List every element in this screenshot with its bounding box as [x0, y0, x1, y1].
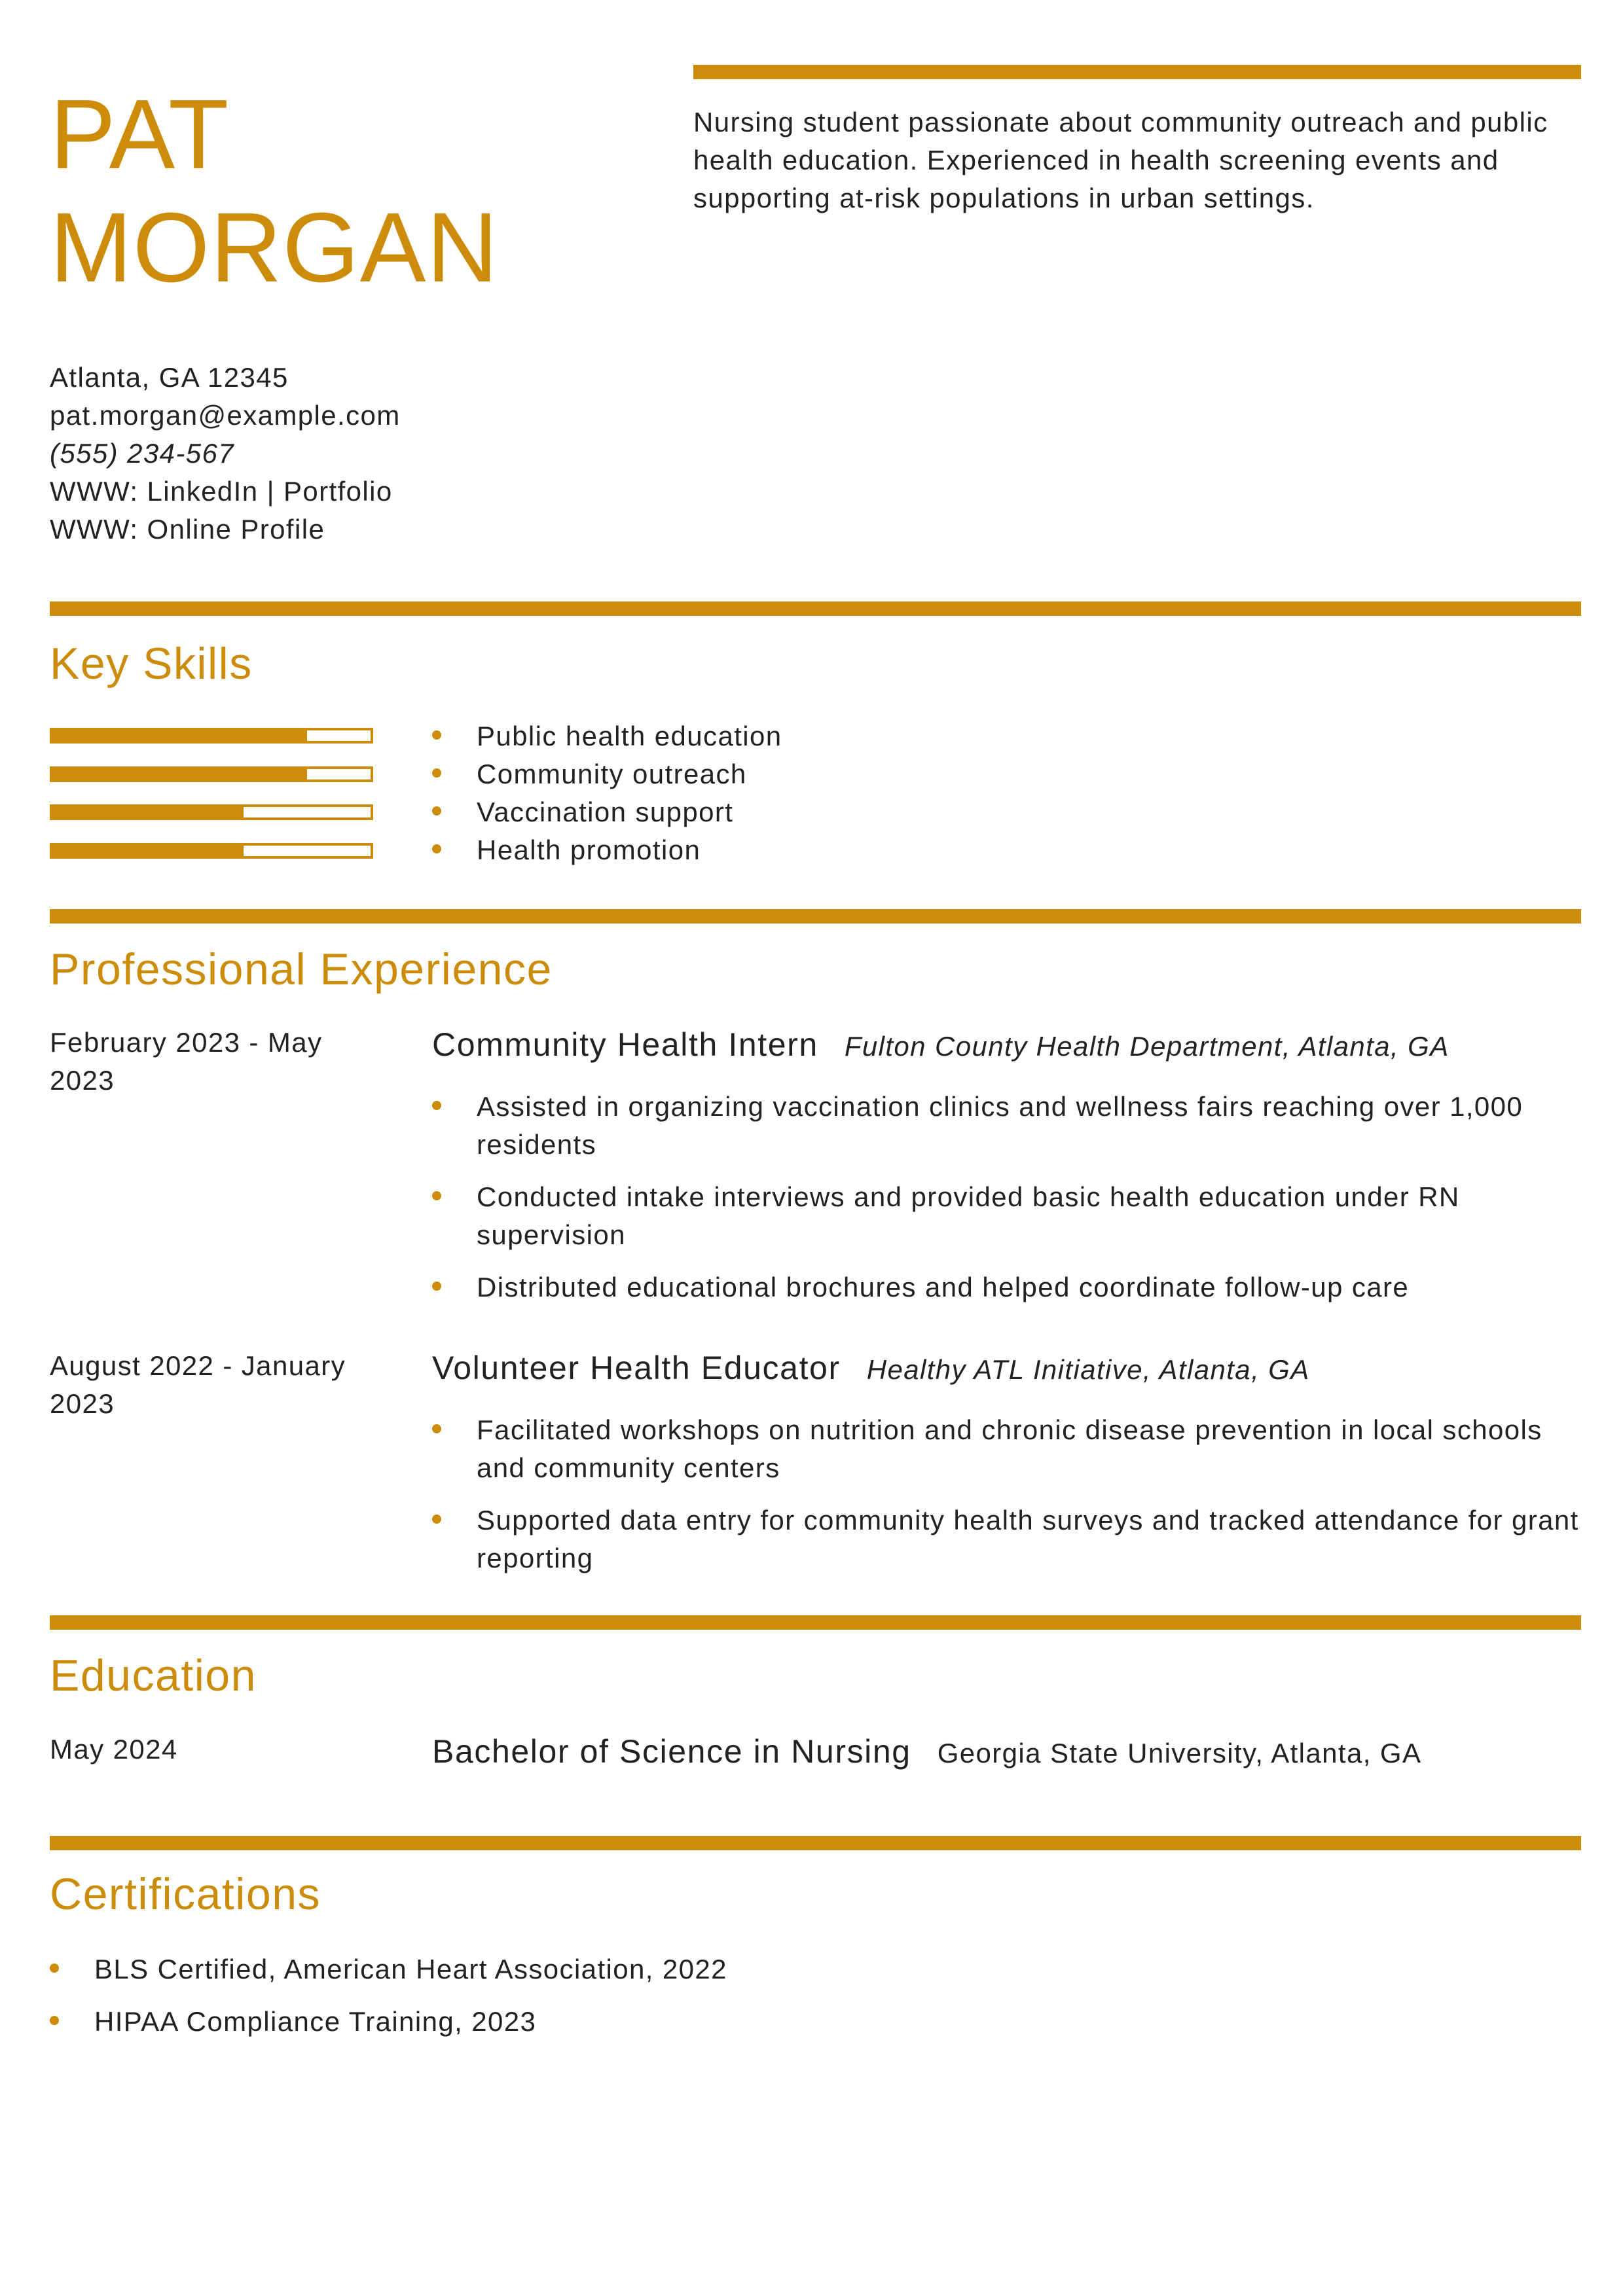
degree: Bachelor of Science in Nursing: [432, 1733, 911, 1770]
job-bullets: [432, 1088, 1584, 1306]
last-name: MORGAN: [50, 192, 499, 302]
education-rule: [50, 1615, 1581, 1630]
skill-bar-fill: [52, 807, 244, 817]
first-name: PAT: [50, 79, 230, 189]
list-item: Facilitated workshops on nutrition and chronic disease prevention in local schools and community centers: [432, 1411, 1584, 1487]
school: Georgia State University, Atlanta, GA: [937, 1738, 1422, 1768]
skill-bar: [50, 804, 373, 820]
candidate-name: [50, 77, 499, 304]
job-heading: [432, 1349, 1310, 1387]
web-links[interactable]: WWW: LinkedIn | Portfolio: [50, 476, 393, 507]
list-item: Public health education: [432, 717, 782, 755]
job-org: Fulton County Health Department, Atlanta, GA: [844, 1031, 1450, 1062]
job-role: Community Health Intern: [432, 1026, 818, 1063]
email-link[interactable]: pat.morgan@example.com: [50, 400, 401, 431]
education-date: May 2024: [50, 1734, 178, 1765]
list-item: Conducted intake interviews and provided basic health education under RN supervision: [432, 1178, 1584, 1254]
education-heading: [432, 1732, 1421, 1770]
list-item: HIPAA Compliance Training, 2023: [50, 2003, 727, 2041]
skill-bar: [50, 766, 373, 782]
list-item: Community outreach: [432, 755, 782, 793]
job-dates: February 2023 - May 2023: [50, 1027, 323, 1096]
contact-block: [50, 359, 401, 548]
skills-rule: [50, 601, 1581, 616]
job-org: Healthy ATL Initiative, Atlanta, GA: [866, 1354, 1310, 1385]
experience-rule: [50, 909, 1581, 924]
skill-bar: [50, 843, 373, 859]
web-profile[interactable]: WWW: Online Profile: [50, 514, 325, 545]
list-item: Vaccination support: [432, 793, 782, 831]
list-item: Supported data entry for community health surveys and tracked attendance for grant reporting: [432, 1501, 1584, 1577]
skill-bar-fill: [52, 769, 307, 780]
list-item: BLS Certified, American Heart Association, 2022: [50, 1950, 727, 1988]
skill-bar-fill: [52, 846, 244, 856]
certifications-list: [50, 1950, 727, 2041]
header-rule: [693, 65, 1581, 79]
experience-title: Professional Experience: [50, 944, 553, 994]
education-title: Education: [50, 1651, 257, 1700]
certifications-title: Certifications: [50, 1869, 321, 1919]
certifications-rule: [50, 1836, 1581, 1850]
skills-title: Key Skills: [50, 639, 253, 689]
skill-bar: [50, 728, 373, 744]
job-dates: August 2022 - January 2023: [50, 1350, 346, 1419]
address: Atlanta, GA 12345: [50, 362, 289, 393]
summary-text: Nursing student passionate about community outreach and public health education. Experienced in health screening events and supporting at-risk populations in urban settings.: [693, 107, 1548, 213]
phone: (555) 234-567: [50, 438, 235, 469]
skill-bar-fill: [52, 730, 307, 741]
list-item: Assisted in organizing vaccination clinics and wellness fairs reaching over 1,000 residents: [432, 1088, 1584, 1164]
list-item: Health promotion: [432, 831, 782, 869]
skills-list: [432, 717, 782, 869]
job-role: Volunteer Health Educator: [432, 1350, 841, 1386]
list-item: Distributed educational brochures and helped coordinate follow-up care: [432, 1268, 1584, 1306]
job-heading: [432, 1026, 1450, 1064]
job-bullets: [432, 1411, 1584, 1577]
